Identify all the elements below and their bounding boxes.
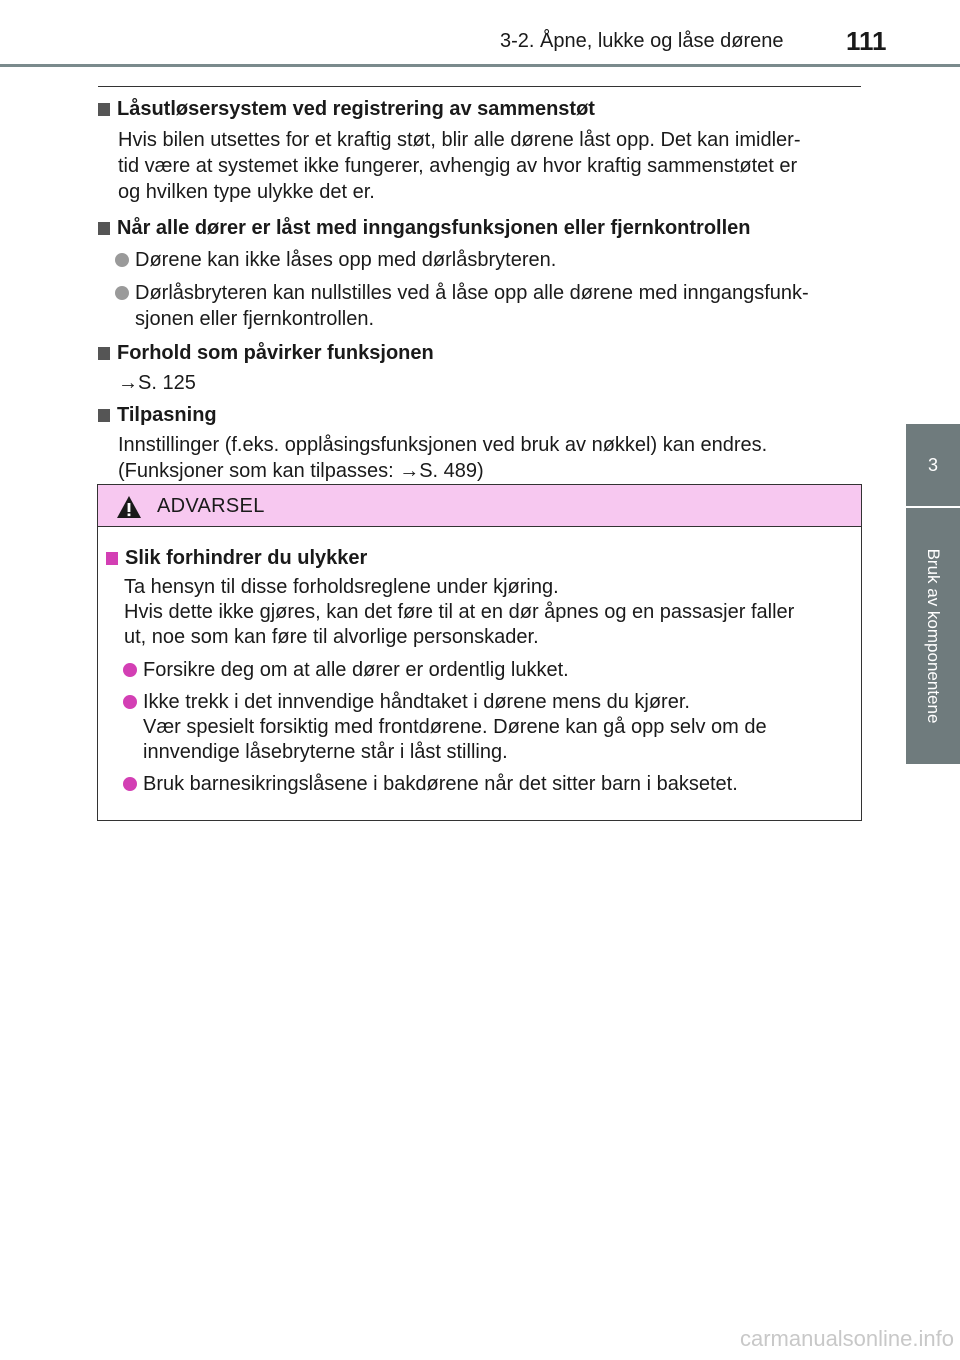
circle-bullet-icon [123,695,137,709]
section-all-doors-locked [98,215,862,332]
list-item: Dørene kan ikke låses opp med dørlåsbryteren. [98,247,862,273]
section-title: 3-2. Åpne, lukke og låse dørene [500,30,784,52]
warning-body [98,527,861,797]
section-paragraph: Innstillinger (f.eks. opplåsingsfunksjonen ved bruk av nøkkel) kan endres. (Funksjoner som kan tilpasses: →S. 489) [118,434,768,482]
list-item: Forsikre deg om at alle dører er ordentlig lukket. [106,658,851,683]
warning-paragraph: Ta hensyn til disse forholdsreglene under kjøring. Hvis dette ikke gjøres, kan det føre til at en dør åpnes og en passasjer faller ut, noe som kan føre til alvorlige personskader. [124,576,795,648]
warning-label: ADVARSEL [157,495,265,517]
square-bullet-icon [106,552,118,565]
list-item: Ikke trekk i det innvendige håndtaket i dørene mens du kjører. Vær spesielt forsiktig med frontdørene. Dørene kan gå opp selv om de innvendige låsebryterne står i låst stilling. [106,690,851,765]
section-heading: Forhold som påvirker funksjonen [98,340,862,366]
chapter-number: 3 [927,454,938,475]
chapter-title: Bruk av komponentene [924,548,943,724]
chapter-tab-number [906,424,960,506]
warning-triangle-icon [116,495,142,519]
square-bullet-icon [98,222,110,235]
square-bullet-icon [98,347,110,360]
section-divider [98,86,861,87]
chapter-tab-title [906,508,960,764]
section-crash-unlock [98,96,862,205]
warning-heading: Slik forhindrer du ulykker [106,545,851,571]
circle-bullet-icon [115,286,129,300]
section-conditions [98,340,862,396]
page-number: 111 [846,26,887,56]
warning-header [98,485,861,527]
list-item: Bruk barnesikringslåsene i bakdørene når det sitter barn i baksetet. [106,772,851,797]
warning-box [97,484,862,821]
section-customization [98,402,862,484]
section-heading: Låsutløsersystem ved registrering av sammenstøt [98,96,862,122]
main-content [98,96,862,484]
list-item: Dørlåsbryteren kan nullstilles ved å låse opp alle dørene med inngangsfunk- sjonen eller fjernkontrollen. [98,280,862,332]
page-reference: →S. 125 [118,372,196,394]
circle-bullet-icon [123,777,137,791]
header-rule [0,64,960,67]
section-paragraph: Hvis bilen utsettes for et kraftig støt, blir alle dørene låst opp. Det kan imidler- tid være at systemet ikke fungerer, avhengig av hvor kraftig sammenstøtet er og hvilken type ulykke det er. [118,129,801,203]
circle-bullet-icon [123,663,137,677]
square-bullet-icon [98,103,110,116]
circle-bullet-icon [115,253,129,267]
square-bullet-icon [98,409,110,422]
section-heading: Når alle dører er låst med inngangsfunksjonen eller fjernkontrollen [98,215,862,241]
section-heading: Tilpasning [98,402,862,428]
watermark: carmanualsonline.info [739,1326,954,1351]
